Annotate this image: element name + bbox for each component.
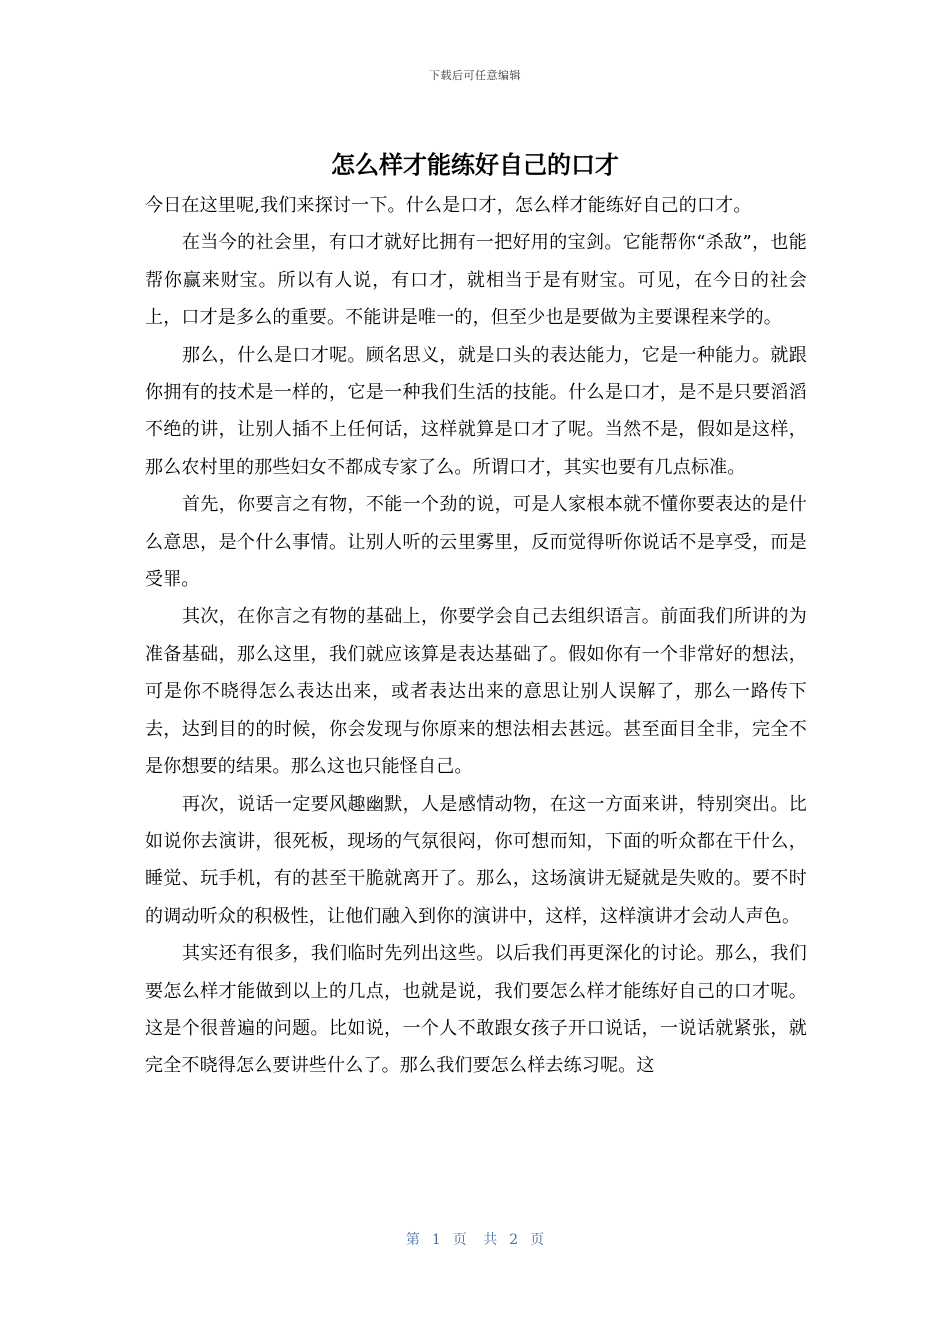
footer-page-number: 1 xyxy=(431,1232,441,1248)
footer-suffix: 页 xyxy=(530,1232,545,1248)
footer-prefix: 第 xyxy=(405,1232,420,1248)
header-note: 下载后可任意编辑 xyxy=(429,69,521,82)
paragraph-7: 其实还有很多，我们临时先列出这些。以后我们再更深化的讨论。那么，我们要怎么样才能做到以上的几点，也就是说，我们要怎么样才能练好自己的口才呢。这是个很普遍的问题。比如说，一个人不敢跟女孩子开口说话，一说话就紧张，就完全不晓得怎么要讲些什么了。那么我们要怎么样去练习呢。这 xyxy=(145,943,807,1077)
footer-total-pages: 2 xyxy=(509,1232,519,1248)
paragraph-3: 那么，什么是口才呢。顾名思义，就是口头的表达能力，它是一种能力。就跟你拥有的技术是一样的，它是一种我们生活的技能。什么是口才，是不是只要滔滔不绝的讲，让别人插不上任何话，这样就算是口才了呢。当然不是，假如是这样，那么农村里的那些妇女不都成专家了么。所谓口才，其实也要有几点标准。 xyxy=(145,344,807,478)
document-title: 怎么样才能练好自己的口才 xyxy=(331,151,619,179)
paragraph-5: 其次，在你言之有物的基础上，你要学会自己去组织语言。前面我们所讲的为准备基础，那么这里，我们就应该算是表达基础了。假如你有一个非常好的想法，可是你不晓得怎么表达出来，或者表达出来的意思让别人误解了，那么一路传下去，达到目的的时候，你会发现与你原来的想法相去甚远。甚至面目全非，完全不是你想要的结果。那么这也只能怪自己。 xyxy=(145,606,807,778)
footer-middle: 页 共 xyxy=(452,1232,498,1248)
paragraph-2: 在当今的社会里，有口才就好比拥有一把好用的宝剑。它能帮你“杀敌”，也能帮你赢来财宝。所以有人说，有口才，就相当于是有财宝。可见，在今日的社会上，口才是多么的重要。不能讲是唯一的，但至少也是要做为主要课程来学的。 xyxy=(145,232,807,329)
paragraph-1: 今日在这里呢,我们来探讨一下。什么是口才，怎么样才能练好自己的口才。 xyxy=(145,195,752,216)
document-body xyxy=(145,187,807,1085)
paragraph-4: 首先，你要言之有物，不能一个劲的说，可是人家根本就不懂你要表达的是什么意思，是个什么事情。让别人听的云里雾里，反而觉得听你说话不是享受，而是受罪。 xyxy=(145,494,807,591)
page-footer xyxy=(0,1229,950,1249)
paragraph-6: 再次，说话一定要风趣幽默，人是感情动物，在这一方面来讲，特别突出。比如说你去演讲，很死板，现场的气氛很闷，你可想而知，下面的听众都在干什么，睡觉、玩手机，有的甚至干脆就离开了。那么，这场演讲无疑就是失败的。要不时的调动听众的积极性，让他们融入到你的演讲中，这样，这样演讲才会动人声色。 xyxy=(145,793,807,927)
